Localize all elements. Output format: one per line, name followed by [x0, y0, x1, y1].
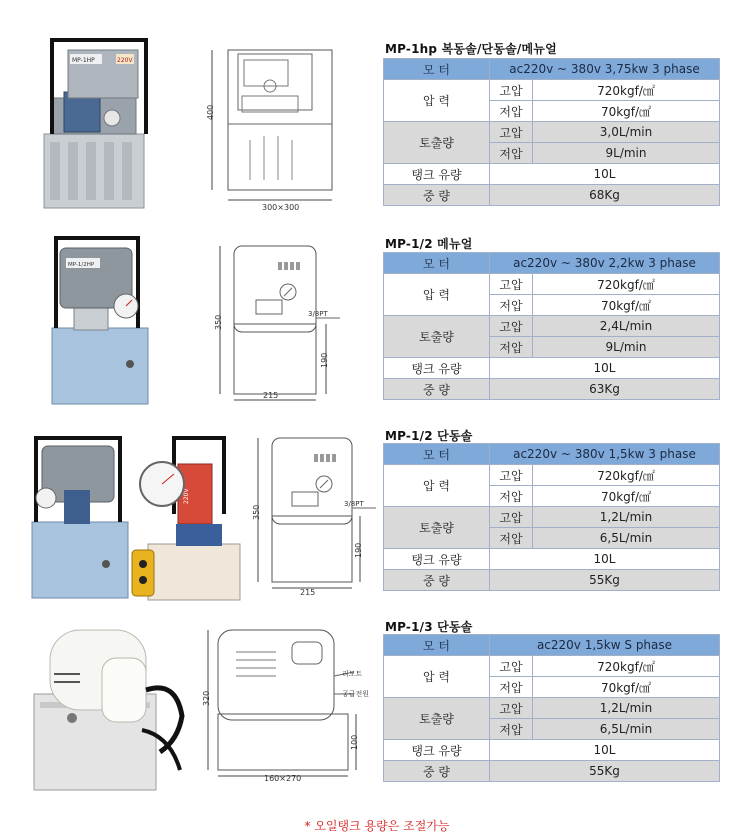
pressure-high: 720kgf/㎠: [533, 274, 720, 295]
tank-dimension: 100: [350, 734, 359, 750]
footnote: * 오일탱크 용량은 조절가능: [304, 819, 450, 833]
flow-label: 토출량: [384, 316, 490, 358]
flow-label: 토출량: [384, 122, 490, 164]
spec-table: [383, 58, 720, 206]
pressure-low: 70kgf/㎠: [533, 486, 720, 507]
tank-label: 탱크 유량: [384, 740, 490, 761]
product-photo-mp1hp: [38, 36, 158, 220]
high-label: 고압: [490, 122, 533, 143]
weight-value: 55Kg: [490, 761, 720, 782]
tank-dimension: 190: [320, 352, 329, 368]
low-label: 저압: [490, 486, 533, 507]
remote-label: 리모트: [342, 670, 363, 678]
flow-high: 3,0L/min: [533, 122, 720, 143]
port-label: 3/8PT: [344, 500, 364, 508]
low-label: 저압: [490, 719, 533, 740]
low-label: 저압: [490, 677, 533, 698]
height-dimension: 320: [202, 690, 211, 706]
motor-label: 모 터: [384, 444, 490, 465]
tank-value: 10L: [490, 358, 720, 379]
pressure-label: 압 력: [384, 80, 490, 122]
flow-high: 1,2L/min: [533, 507, 720, 528]
flow-low: 9L/min: [533, 143, 720, 164]
pressure-label: 압 력: [384, 465, 490, 507]
power-label: 공급전원: [342, 690, 370, 698]
low-label: 저압: [490, 143, 533, 164]
spec-table: [383, 634, 720, 782]
high-label: 고압: [490, 465, 533, 486]
high-label: 고압: [490, 507, 533, 528]
tank-value: 10L: [490, 164, 720, 185]
flow-label: 토출량: [384, 698, 490, 740]
port-label: 3/8PT: [308, 310, 328, 318]
spec-table: [383, 252, 720, 400]
height-dimension: 400: [206, 104, 215, 120]
pressure-low: 70kgf/㎠: [533, 295, 720, 316]
product-title: MP-1/2 단동솔: [385, 429, 473, 443]
photo-label: MP-1HP: [72, 57, 95, 64]
base-dimension: 160×270: [264, 774, 302, 783]
weight-label: 중 량: [384, 185, 490, 206]
base-dimension: 215: [263, 391, 279, 400]
low-label: 저압: [490, 295, 533, 316]
flow-low: 9L/min: [533, 337, 720, 358]
tank-value: 10L: [490, 740, 720, 761]
motor-value: ac220v 1,5kw S phase: [490, 635, 720, 656]
dimension-drawing-mp13-single: [196, 622, 378, 788]
photo-label: 220V: [117, 57, 133, 64]
pressure-high: 720kgf/㎠: [533, 80, 720, 101]
motor-value: ac220v ~ 380v 1,5kw 3 phase: [490, 444, 720, 465]
high-label: 고압: [490, 656, 533, 677]
pressure-low: 70kgf/㎠: [533, 677, 720, 698]
high-label: 고압: [490, 274, 533, 295]
flow-high: 2,4L/min: [533, 316, 720, 337]
base-dimension: 300×300: [262, 203, 300, 212]
dimension-drawing-mp12-manual: [208, 234, 358, 408]
product-title: MP-1hp 복동솔/단동솔/메뉴얼: [385, 42, 557, 56]
pressure-low: 70kgf/㎠: [533, 101, 720, 122]
weight-label: 중 량: [384, 379, 490, 400]
dimension-drawing-mp12-single: [246, 428, 378, 602]
flow-high: 1,2L/min: [533, 698, 720, 719]
photo-label: MP-1/2HP: [68, 262, 95, 268]
tank-label: 탱크 유량: [384, 549, 490, 570]
flow-low: 6,5L/min: [533, 719, 720, 740]
tank-label: 탱크 유량: [384, 164, 490, 185]
pressure-label: 압 력: [384, 274, 490, 316]
flow-low: 6,5L/min: [533, 528, 720, 549]
weight-label: 중 량: [384, 761, 490, 782]
tank-value: 10L: [490, 549, 720, 570]
base-dimension: 215: [300, 588, 316, 597]
motor-value: ac220v ~ 380v 3,75kw 3 phase: [490, 59, 720, 80]
photo-label: 220V: [183, 488, 190, 504]
low-label: 저압: [490, 337, 533, 358]
weight-value: 63Kg: [490, 379, 720, 400]
low-label: 저압: [490, 528, 533, 549]
height-dimension: 350: [252, 504, 261, 520]
pressure-label: 압 력: [384, 656, 490, 698]
motor-label: 모 터: [384, 253, 490, 274]
motor-label: 모 터: [384, 635, 490, 656]
spec-table: [383, 443, 720, 591]
motor-value: ac220v ~ 380v 2,2kw 3 phase: [490, 253, 720, 274]
weight-value: 55Kg: [490, 570, 720, 591]
high-label: 고압: [490, 316, 533, 337]
low-label: 저압: [490, 101, 533, 122]
high-label: 고압: [490, 698, 533, 719]
high-label: 고압: [490, 80, 533, 101]
dimension-drawing-mp1hp: [204, 40, 344, 219]
motor-label: 모 터: [384, 59, 490, 80]
weight-value: 68Kg: [490, 185, 720, 206]
pressure-high: 720kgf/㎠: [533, 465, 720, 486]
product-photo-mp12-manual: [48, 228, 152, 412]
height-dimension: 350: [214, 314, 223, 330]
product-title: MP-1/3 단동솔: [385, 620, 473, 634]
tank-dimension: 190: [354, 542, 363, 558]
product-photo-mp13-single: [30, 620, 190, 799]
flow-label: 토출량: [384, 507, 490, 549]
product-title: MP-1/2 메뉴얼: [385, 237, 473, 251]
tank-label: 탱크 유량: [384, 358, 490, 379]
product-photo-mp12-single: [28, 424, 248, 608]
pressure-high: 720kgf/㎠: [533, 656, 720, 677]
weight-label: 중 량: [384, 570, 490, 591]
